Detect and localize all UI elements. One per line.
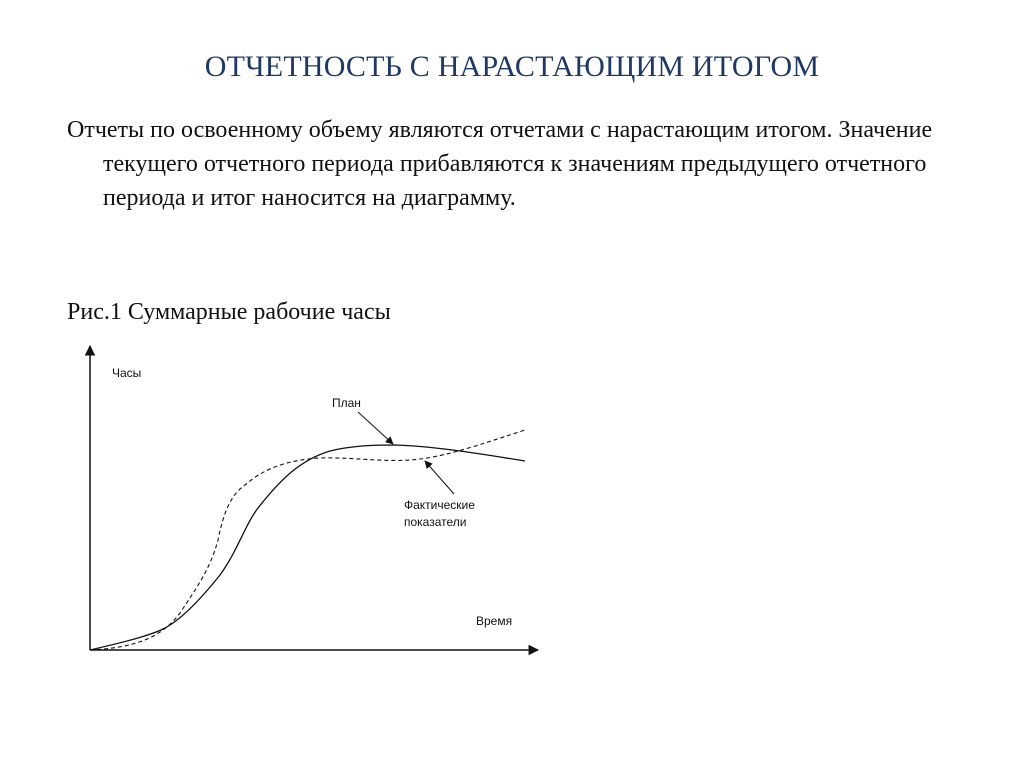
actual-pointer-arrow <box>425 461 454 494</box>
slide-body-text: Отчеты по освоенному объему являются отчетами с нарастающим итогом. Значение текущего отчетного периода прибавляются к значениям предыдущего отчетного периода и итог наносится на диаграмму. <box>67 117 933 211</box>
dashed-curve <box>90 430 525 650</box>
actual-label-line1: Фактические <box>404 498 475 512</box>
cumulative-hours-diagram <box>80 336 550 666</box>
x-axis-label: Время <box>476 614 513 628</box>
plan-label: План <box>332 396 361 410</box>
actual-label-line2: показатели <box>404 515 467 529</box>
plan-pointer-arrow <box>358 412 393 444</box>
solid-curve <box>90 445 525 650</box>
figure-caption: Рис.1 Суммарные рабочие часы <box>67 299 391 325</box>
slide-title: ОТЧЕТНОСТЬ С НАРАСТАЮЩИМ ИТОГОМ <box>204 50 820 83</box>
y-axis-label: Часы <box>112 366 142 380</box>
